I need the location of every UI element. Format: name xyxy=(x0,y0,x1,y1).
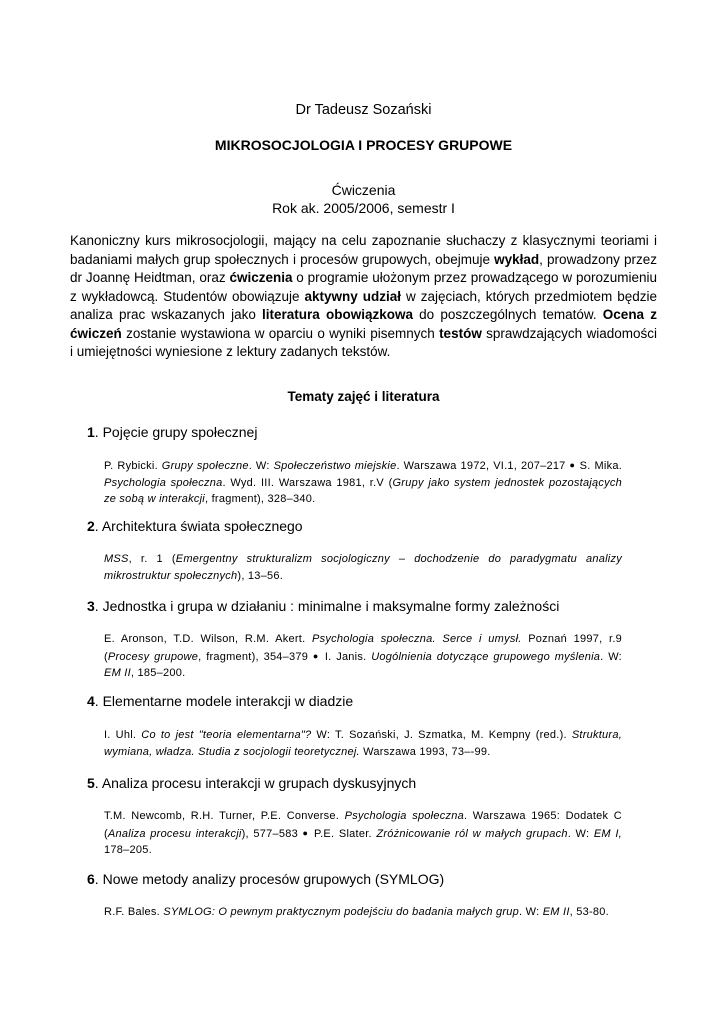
topic-literature-5: T.M. Newcomb, R.H. Turner, P.E. Converse. Psychologia społeczna. Warszawa 1965: Dodatek C (Analiza procesu interakcji), 577–583 ● P.E. Slater. Zróżnicowanie ról w małych grupach. W: EM I, 178–205. xyxy=(104,810,622,856)
topic-heading-6: 6. Nowe metody analizy procesów grupowych (SYMLOG) xyxy=(87,871,445,887)
topic-heading-4: 4. Elementarne modele interakcji w diadzie xyxy=(87,693,354,709)
topic-literature-3: E. Aronson, T.D. Wilson, R.M. Akert. Psychologia społeczna. Serce i umysł. Poznań 1997, r.9 (Procesy grupowe, fragment), 354–379 ● I. Janis. Uogólnienia dotyczące grupowego myślenia. W: EM II, 185–200. xyxy=(104,633,622,679)
bullet-icon: ● xyxy=(302,827,310,838)
topic-literature-1: P. Rybicki. Grupy społeczne. W: Społeczeństwo miejskie. Warszawa 1972, VI.1, 207–217 ● S. Mika. Psychologia społeczna. Wyd. III. Warszawa 1981, r.V (Grupy jako system jednostek pozostających ze sobą w interakcji, fragment), 328–340. xyxy=(104,460,623,505)
bullet-icon: ● xyxy=(312,650,321,661)
topic-literature-6: R.F. Bales. SYMLOG: O pewnym praktycznym podejściu do badania małych grup. W: EM II, 53-80. xyxy=(104,906,609,918)
topic-heading-3: 3. Jednostka i grupa w działaniu : minimalne i maksymalne formy zależności xyxy=(87,598,560,614)
author: Dr Tadeusz Sozański xyxy=(295,102,432,118)
academic-term: Rok ak. 2005/2006, semestr I xyxy=(272,200,455,216)
bullet-icon: ● xyxy=(569,460,576,470)
class-type: Ćwiczenia xyxy=(331,182,396,198)
topic-heading-5: 5. Analiza procesu interakcji w grupach dyskusyjnych xyxy=(87,775,417,791)
intro-paragraph: Kanoniczny kurs mikrosocjologii, mający na celu zapoznanie słuchaczy z klasycznymi teoriami i badaniami małych grup społecznych i procesów grupowych, obejmuje wykład, prowadzony przez dr Joannę Heidtman, oraz ćwiczenia o programie ułożonym przez prowadzącego w porozumieniu z wykładowcą. Studentów obowiązuje aktywny udział w zajęciach, których przedmiotem będzie analiza prac wskazanych jako literatura obowiązkowa do poszczególnych tematów. Ocena z ćwiczeń zostanie wystawiona w oparciu o wyniki pisemnych testów sprawdzających wiadomości i umiejętności wyniesione z lektury zadanych tekstów. xyxy=(70,233,658,359)
topic-heading-1: 1. Pojęcie grupy społecznej xyxy=(87,424,258,440)
topic-literature-2: MSS, r. 1 (Emergentny strukturalizm socjologiczny – dochodzenie do paradygmatu analizy mikrostruktur społecznych), 13–56. xyxy=(104,553,622,582)
course-title: MIKROSOCJOLOGIA I PROCESY GRUPOWE xyxy=(214,137,513,153)
topic-literature-4: I. Uhl. Co to jest "teoria elementarna"? W: T. Sozański, J. Szmatka, M. Kempny (red.). Struktura, wymiana, władza. Studia z socjologii teoretycznej. Warszawa 1993, 73–-99. xyxy=(104,729,623,758)
topic-heading-2: 2. Architektura świata społecznego xyxy=(87,518,303,534)
section-title: Tematy zajęć i literatura xyxy=(287,389,440,404)
